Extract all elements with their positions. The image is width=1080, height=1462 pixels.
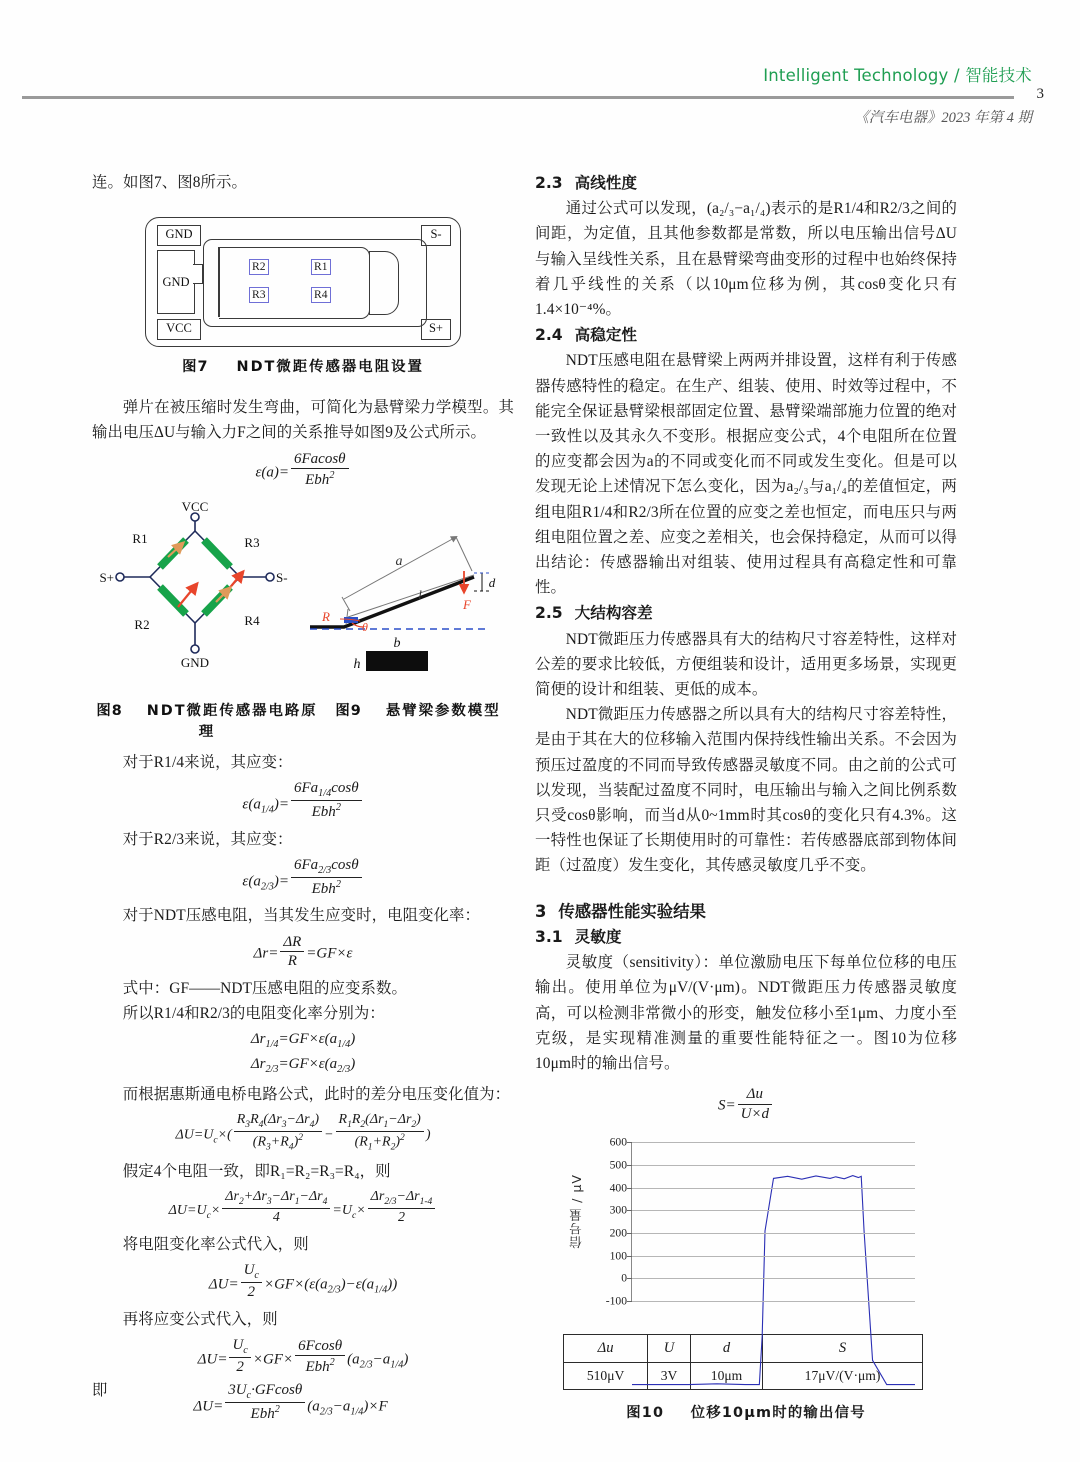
figure-8-drawing bbox=[92, 499, 298, 686]
section-title-2-4: 高稳定性 bbox=[574, 326, 638, 345]
chart-gridline bbox=[632, 1233, 915, 1234]
chart-y-tick-label: 500 bbox=[609, 1158, 627, 1172]
figure-9-caption bbox=[322, 699, 514, 741]
chart-y-tick-mark bbox=[627, 1210, 632, 1211]
equation-strain-r23: $\varepsilon(a_{2/3})=$ $\frac{6Fa_{2/3}\cos\theta}{Ebh^2}$ bbox=[92, 857, 514, 898]
figure-8-caption-number: 图8 bbox=[96, 702, 123, 719]
figure-9-drawing bbox=[304, 499, 500, 686]
line-gf-definition: 式中：GF——NDT压感电阻的应变系数。 bbox=[122, 979, 407, 997]
paragraph-2-4: NDT压感电阻在悬臂梁上两两并排设置，这样有利于传感器传感特性的稳定。在生产、组装、使用、时效等过程中，不能完全保证悬臂梁根部固定位置、悬臂梁端部施力位置的绝对一致性以及其永久不变形。根据应变公式，4个电阻所在位置的应变都会因为a的不同或变化而不同或发生变化。但是可以发现无论上述情况下怎么变化，因为a₂/₃与a₁/₄的差值恒定，两组电阻R1/4和R2/3所在位置的应变之差也恒定，而电压只与两组电阻位置之差、应变之差相关，也会保持稳定，从而可以得出结论：传感器输出对组装、使用过程具有高稳定性和可靠性。 bbox=[535, 352, 957, 597]
pad-gnd-left: GND bbox=[157, 250, 195, 314]
paragraph-3-1: 灵敏度（sensitivity）：单位激励电压下每单位位移的电压输出。使用单位为μV/(V·μm)。NDT微距压力传感器灵敏度高，可以检测非常微小的形变，触发位移小至1μm、力度小至克级，是实现精准测量的重要性能特征之一。图10为位移10μm时的输出信号。 bbox=[535, 954, 957, 1072]
chart-y-tick-mark bbox=[627, 1233, 632, 1234]
fig8-label-r3: R3 bbox=[244, 534, 260, 550]
section-heading-2-3 bbox=[535, 171, 957, 196]
pad-s-minus: S- bbox=[421, 225, 451, 246]
chart-y-axis-label: 信号量 / μV bbox=[569, 1174, 584, 1249]
cantilever-model-svg bbox=[304, 499, 500, 681]
line-ndt-rate: 对于NDT压感电阻，当其发生应变时，电阻变化率： bbox=[122, 907, 481, 925]
fig8-label-splus: S+ bbox=[99, 569, 114, 585]
table-cell-d: 10μm bbox=[690, 1363, 762, 1390]
chart-y-tick-label: 100 bbox=[609, 1249, 627, 1263]
figure-7-caption-text: NDT微距传感器电阻设置 bbox=[236, 359, 424, 376]
equation-dr23: $\Delta r_{2/3}=GF\times\varepsilon(a_{2/3})$ bbox=[250, 1056, 356, 1076]
section-heading-2-5 bbox=[535, 601, 957, 626]
section-number-3-1: 3.1 bbox=[535, 927, 563, 946]
chart-y-tick-mark bbox=[627, 1165, 632, 1166]
beam-stem bbox=[218, 247, 220, 317]
figure-8-caption bbox=[92, 699, 322, 741]
table-header-du: Δu bbox=[564, 1335, 648, 1363]
fig8-label-sminus: S- bbox=[276, 569, 288, 585]
pad-gnd-top: GND bbox=[157, 225, 201, 246]
line-rates: 所以R1/4和R2/3的电阻变化率分别为： bbox=[122, 1004, 385, 1022]
section-title-2-5: 大结构容差 bbox=[574, 604, 653, 623]
equation-substitute-rate: ΔU= $\frac{U_c}{2}$ $\times GF\times(\varepsilon(a_{2/3})-\varepsilon(a_{1/4}))$ bbox=[208, 1261, 398, 1301]
chart-y-tick-label: 400 bbox=[609, 1181, 627, 1195]
paragraph-2-3: 通过公式可以发现，(a₂/₃−a₁/₄)表示的是R1/4和R2/3之间的间距，为定值，且其他参数都是常数，所以电压输出信号ΔU与输入呈线性关系，且在悬臂梁弯曲变形的过程中也始终保持着几乎线性的关系（以10μm位移为例，其cosθ变化只有1.4×10⁻⁴%。 bbox=[535, 200, 957, 319]
line-ji: 即 bbox=[92, 1380, 108, 1399]
right-column bbox=[535, 170, 957, 1422]
fig9-label-d: d bbox=[488, 574, 496, 590]
chart-y-tick-mark bbox=[627, 1278, 632, 1279]
section-title-3-1: 灵敏度 bbox=[574, 927, 622, 946]
resistor-label-r4: R4 bbox=[311, 287, 331, 303]
page-number: 3 bbox=[1036, 86, 1044, 102]
header-section-en: Intelligent Technology bbox=[763, 66, 949, 85]
chart-y-tick-label: 200 bbox=[609, 1226, 627, 1240]
chart-signal-line bbox=[632, 1142, 915, 1425]
fig9-label-a: a bbox=[395, 553, 403, 569]
figure-7-drawing bbox=[145, 217, 461, 347]
chart-gridline bbox=[632, 1165, 915, 1166]
figure-7 bbox=[92, 217, 514, 376]
equation-strain-r14: $\varepsilon(a_{1/4})=$ $\frac{6Fa_{1/4}\cos\theta}{Ebh^2}$ bbox=[92, 780, 514, 821]
left-column bbox=[92, 170, 514, 1428]
intro-paragraph: 连。如图7、图8所示。 bbox=[92, 174, 248, 191]
equation-final-row: 即 ΔU= $\frac{3U_c\cdot GFcos\theta}{Ebh^2}$ $(a_{2/3}-a_{1/4})\times F$ bbox=[92, 1380, 388, 1422]
figure-10 bbox=[535, 1136, 957, 1422]
section-title-3: 传感器性能实验结果 bbox=[558, 901, 706, 921]
table-cell-u: 3V bbox=[648, 1363, 691, 1390]
chart-y-tick-mark bbox=[627, 1301, 632, 1302]
section-heading-2-4 bbox=[535, 323, 957, 348]
header-section-cn: 智能技术 bbox=[965, 66, 1032, 85]
chart-y-tick-label: -100 bbox=[605, 1294, 627, 1308]
equation-substitute-strain: ΔU= $\frac{U_c}{2}$ ×GF× $\frac{6Fcos\theta}{Ebh^2}$ $(a_{2/3}-a_{1/4})$ bbox=[197, 1336, 409, 1376]
resistor-label-r3: R3 bbox=[249, 287, 269, 303]
fig8-label-r4: R4 bbox=[244, 612, 260, 628]
chart-plot-area bbox=[605, 1135, 915, 1308]
section-title-2-3: 高线性度 bbox=[574, 174, 638, 192]
beam-inner-outline bbox=[219, 247, 370, 319]
figure-9-caption-text: 悬臂梁参数模型 bbox=[385, 702, 501, 719]
chart-gridline bbox=[632, 1301, 915, 1302]
figure-7-caption-number: 图7 bbox=[182, 359, 209, 376]
journal-issue-line: 《汽车电器》2023 年第 4 期 bbox=[854, 110, 1032, 126]
section-number-2-3: 2.3 bbox=[535, 174, 563, 192]
chart-y-tick-label: 600 bbox=[609, 1135, 627, 1149]
fig8-label-gnd: GND bbox=[180, 654, 210, 670]
equation-sensitivity: S= $\frac{\Delta u}{U\times d}$ bbox=[535, 1086, 957, 1122]
figure-8-caption-text: NDT微距传感器电路原理 bbox=[146, 702, 318, 740]
fig9-label-h: h bbox=[353, 656, 361, 672]
line-assume-equal: 假定4个电阻一致，即R₁=R₂=R₃=R₄，则 bbox=[122, 1162, 391, 1180]
pad-s-plus: S+ bbox=[421, 319, 451, 340]
chart-y-tick-mark bbox=[627, 1142, 632, 1143]
fig9-label-R: R bbox=[322, 608, 330, 624]
line-substitute-rate: 将电阻变化率公式代入，则 bbox=[122, 1235, 309, 1253]
line-substitute-strain: 再将应变公式代入，则 bbox=[122, 1310, 278, 1328]
fig8-label-vcc: VCC bbox=[181, 498, 209, 514]
line-bridge: 而根据惠斯通电桥电路公式，此时的差分电压变化值为： bbox=[122, 1085, 511, 1103]
fig8-label-r1: R1 bbox=[132, 530, 148, 546]
resistor-label-r1: R1 bbox=[311, 259, 331, 275]
output-signal-chart bbox=[569, 1136, 921, 1324]
figure-10-caption-text: 位移10μm时的输出信号 bbox=[690, 1405, 866, 1422]
equation-assume-equal: $\Delta U=U_c\times$ $\frac{\Delta r_2+\Delta r_3-\Delta r_1-\Delta r_4}{4}$ $=U_c\times$ $\frac{\Delta r_{2/3}-\Delta r_{1-4}}{2}$ bbox=[92, 1189, 514, 1226]
beam-model-paragraph: 弹片在被压缩时发生弯曲，可简化为悬臂梁力学模型。其输出电压ΔU与输入力F之间的关系推导如图9及公式所示。 bbox=[92, 399, 514, 442]
equation-dr14: $\Delta r_{1/4}=GF\times\varepsilon(a_{1/4})$ bbox=[250, 1031, 356, 1051]
fig9-label-l: l bbox=[418, 586, 422, 602]
pad-vcc: VCC bbox=[157, 319, 201, 340]
section-heading-3-1 bbox=[535, 925, 957, 950]
section-number-3: 3 bbox=[535, 901, 547, 921]
section-number-2-5: 2.5 bbox=[535, 604, 563, 623]
fig9-label-F: F bbox=[463, 596, 471, 612]
chart-gridline bbox=[632, 1210, 915, 1211]
paragraph-2-5-a: NDT微距压力传感器具有大的结构尺寸容差特性，这样对公差的要求比较低，方便组装和设计，适用更多场景，实现更简便的设计和组装、更低的成本。 bbox=[535, 630, 957, 699]
header-section-title bbox=[763, 62, 1032, 86]
table-header-s: S bbox=[763, 1335, 923, 1363]
chart-gridline bbox=[632, 1188, 915, 1189]
section-heading-3 bbox=[535, 899, 957, 924]
equation-bridge: $\Delta U=U_c\times$( $\frac{R_3R_4(\Delta r_3-\Delta r_4)}{(R_3+R_4)^2}$ − $\frac{R_1R_2(\Delta r_1-\Delta r_2)}{(R_1+R_2)^2}$ ) bbox=[175, 1111, 431, 1153]
chart-gridline bbox=[632, 1142, 915, 1143]
line-r14: 对于R1/4来说，其应变： bbox=[122, 753, 293, 771]
equation-strain-a: ε(a)= $\frac{6Facos\theta}{Ebh^2}$ bbox=[92, 451, 514, 489]
header-separator: / bbox=[953, 66, 960, 85]
paragraph-2-5-b: NDT微距压力传感器之所以具有大的结构尺寸容差特性，是由于其在大的位移输入范围内保持线性输出关系。不会因为预压过盈度的不同而导致传感器灵敏度不同。由之前的公式可以发现，当装配过盈度不同时，电压输出与输入之间比例系数只受cosθ影响，而当d从0~1mm时其cosθ的变化只有4.3%。这一特性也保证了长期使用时的可靠性：若传感器底部到物体间距（过盈度）发生变化，其传感灵敏度几乎不变。 bbox=[535, 706, 957, 875]
table-header-u: U bbox=[648, 1335, 691, 1363]
beam-right-cap bbox=[369, 251, 399, 315]
chart-gridline bbox=[632, 1278, 915, 1279]
table-cell-s: 17μV/(V·μm) bbox=[763, 1363, 923, 1390]
chart-y-tick-label: 300 bbox=[609, 1203, 627, 1217]
chart-y-tick-mark bbox=[627, 1256, 632, 1257]
wheatstone-bridge-svg bbox=[92, 499, 298, 681]
section-number-2-4: 2.4 bbox=[535, 326, 563, 345]
figure-9-caption-number: 图9 bbox=[335, 702, 362, 719]
chart-y-tick-mark bbox=[627, 1188, 632, 1189]
fig9-label-theta: θ bbox=[362, 619, 368, 634]
chart-gridline bbox=[632, 1256, 915, 1257]
figure-8-9-captions bbox=[92, 699, 514, 741]
line-r23: 对于R2/3来说，其应变： bbox=[122, 830, 293, 848]
table-cell-du: 510μV bbox=[564, 1363, 648, 1390]
table-header-d: d bbox=[690, 1335, 762, 1363]
figure-7-caption bbox=[92, 355, 514, 376]
fig8-label-r2: R2 bbox=[134, 616, 150, 632]
chart-series-line bbox=[632, 1176, 915, 1385]
figure-8-and-9 bbox=[92, 499, 514, 695]
equation-resistance-rate: Δr= $\frac{\Delta R}{R}$ =GF×ε bbox=[253, 933, 353, 970]
header-divider bbox=[22, 96, 1014, 99]
resistor-label-r2: R2 bbox=[249, 259, 269, 275]
figure-10-caption-number: 图10 bbox=[626, 1405, 665, 1422]
fig9-label-b: b bbox=[393, 635, 401, 651]
page-header bbox=[0, 58, 1080, 138]
chart-y-tick-label: 0 bbox=[621, 1271, 627, 1285]
